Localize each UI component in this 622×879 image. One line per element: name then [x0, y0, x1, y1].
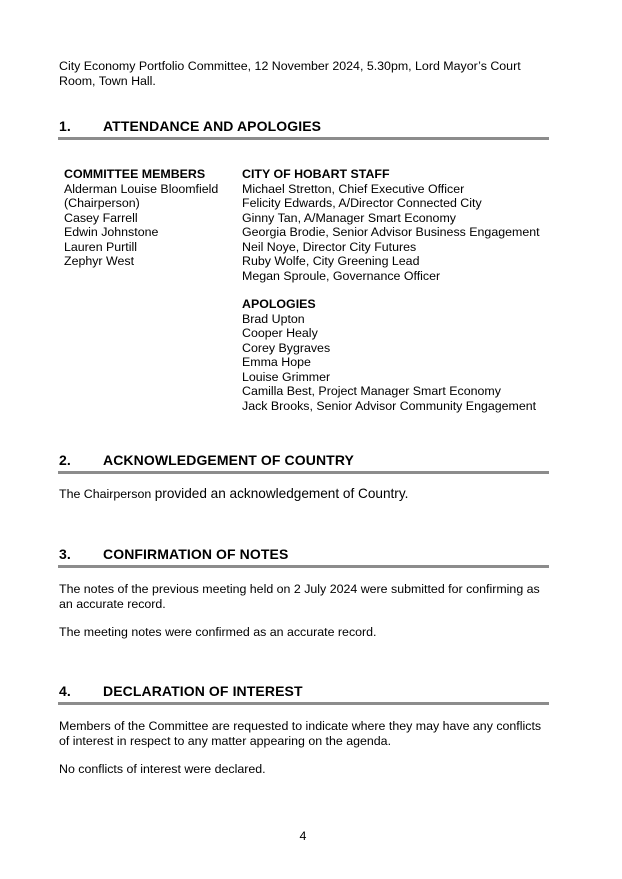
committee-member: Lauren Purtill [64, 239, 138, 254]
acknowledgement-text [59, 487, 549, 502]
section-divider [58, 137, 549, 140]
section-heading-declaration [59, 683, 549, 699]
committee-member: (Chairperson) [64, 196, 140, 210]
staff-member: Felicity Edwards, A/Director Connected City [242, 196, 482, 210]
section-number: 1. [59, 118, 71, 134]
section-heading-confirmation [59, 546, 549, 562]
apologies-list [242, 297, 536, 413]
section-title: DECLARATION OF INTEREST [103, 683, 303, 699]
section-heading-attendance [59, 118, 549, 134]
apology-name: Corey Bygraves [242, 340, 331, 355]
staff-member: Neil Noye, Director City Futures [242, 239, 417, 254]
apology-name: Brad Upton [242, 311, 305, 326]
section-title: ACKNOWLEDGEMENT OF COUNTRY [103, 452, 354, 468]
staff-member: Ruby Wolfe, City Greening Lead [242, 254, 420, 268]
declaration-paragraph: Members of the Committee are requested to indicate where they may have any conflicts of interest in respect to any matter appearing on the agenda. [59, 719, 542, 748]
section-divider [58, 565, 549, 568]
section-number: 4. [59, 683, 71, 699]
staff-member: Ginny Tan, A/Manager Smart Economy [242, 210, 456, 225]
section-number: 2. [59, 452, 71, 468]
confirmation-paragraph: The notes of the previous meeting held on 2 July 2024 were submitted for confirming as an accurate record. [59, 582, 540, 611]
staff-heading: CITY OF HOBART STAFF [242, 167, 390, 181]
staff-member: Megan Sproule, Governance Officer [242, 268, 441, 283]
committee-member: Zephyr West [64, 254, 135, 268]
staff-member: Georgia Brodie, Senior Advisor Business Engagement [242, 225, 540, 239]
apology-name: Emma Hope [242, 355, 311, 369]
apology-name: Camilla Best, Project Manager Smart Economy [242, 384, 501, 398]
section-divider [58, 471, 549, 474]
apology-name: Louise Grimmer [242, 369, 331, 384]
section-title: ATTENDANCE AND APOLOGIES [103, 118, 322, 134]
committee-members-list [64, 167, 218, 269]
committee-member: Edwin Johnstone [64, 225, 159, 239]
declaration-paragraph: No conflicts of interest were declared. [59, 762, 266, 776]
page-number: 4 [299, 829, 307, 843]
acknowledgement-rest: provided an acknowledgement of Country. [154, 486, 409, 501]
acknowledgement-lead: The Chairperson [59, 487, 155, 501]
section-number: 3. [59, 546, 71, 562]
staff-list [242, 167, 540, 283]
apology-name: Cooper Healy [242, 326, 318, 340]
staff-member: Michael Stretton, Chief Executive Officer [242, 181, 465, 196]
apology-name: Jack Brooks, Senior Advisor Community Engagement [242, 398, 537, 413]
section-title: CONFIRMATION OF NOTES [103, 546, 289, 562]
committee-member: Alderman Louise Bloomfield [64, 181, 219, 196]
section-heading-acknowledgement [59, 452, 549, 468]
apologies-heading: APOLOGIES [242, 297, 316, 311]
committee-member: Casey Farrell [64, 210, 138, 225]
section-divider [58, 702, 549, 705]
meeting-details: City Economy Portfolio Committee, 12 November 2024, 5.30pm, Lord Mayor’s Court Room, Town Hall. [59, 59, 521, 88]
committee-members-heading: COMMITTEE MEMBERS [64, 167, 206, 181]
confirmation-paragraph: The meeting notes were confirmed as an accurate record. [59, 625, 377, 639]
